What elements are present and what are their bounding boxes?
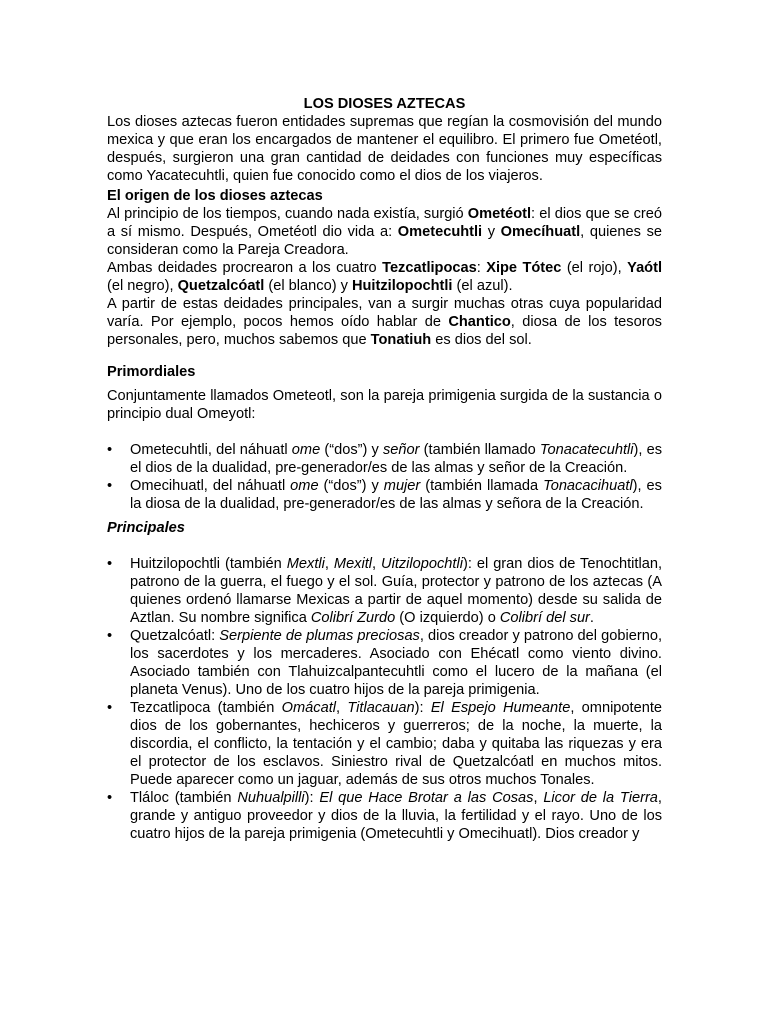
document-title: LOS DIOSES AZTECAS <box>303 96 466 112</box>
deity-name: Tezcatlipocas <box>382 260 477 276</box>
deity-name: Huitzilopochtli <box>351 278 453 294</box>
principales-heading: Principales <box>107 520 185 536</box>
document-page <box>107 95 662 843</box>
list-item: • Tláloc (también Nuhualpilli): El que Hace Brotar a las Cosas, Licor de la Tierra, grande y antiguo proveedor y dios de la lluvia, la fertilidad y el rayo. Uno de los cuatro hijos de la pareja primigenia (Ometecuhtli y Omecihuatl). Dios creador y <box>107 789 662 843</box>
blank-line <box>107 537 662 555</box>
deity-name: Ometéotl <box>467 206 532 222</box>
deity-name: Xipe Tótec <box>486 260 562 276</box>
origin-paragraph-3: A partir de estas deidades principales, van a surgir muchas otras cuya popularidad varía. Por ejemplo, pocos hemos oído hablar de Chantico, diosa de los tesoros personales, pero, muchos sabemos que Tonatiuh es dios del sol. <box>107 296 662 348</box>
origin-heading: El origen de los dioses aztecas <box>107 188 323 204</box>
list-item: • Omecihuatl, del náhuatl ome (“dos”) y mujer (también llamada Tonacacihuatl), es la diosa de la dualidad, pre-generador/es de las almas y señora de la Creación. <box>107 477 662 513</box>
list-item: • Tezcatlipoca (también Omácatl, Titlacauan): El Espejo Humeante, omnipotente dios de los gobernantes, hechiceros y guerreros; de la noche, la muerte, la discordia, el conflicto, la tentación y el cambio; daba y quitaba las riquezas y era el protector de los esclavos. Siniestro rival de Quetzalcóatl en muchos mitos. Puede aparecer como un jaguar, además de sus otros muchos Tonales. <box>107 699 662 789</box>
list-item: • Ometecuhtli, del náhuatl ome (“dos”) y señor (también llamado Tonacatecuhtli), es el dios de la dualidad, pre-generador/es de las almas y señor de la Creación. <box>107 441 662 477</box>
primordiales-intro: Conjuntamente llamados Ometeotl, son la pareja primigenia surgida de la sustancia o principio dual Omeyotl: <box>107 388 662 422</box>
blank-line <box>107 423 662 441</box>
deity-name: Chantico <box>448 314 511 330</box>
deity-name: Tonatiuh <box>370 332 432 348</box>
primordiales-list <box>107 441 662 513</box>
deity-name: Quetzalcóatl <box>177 278 265 294</box>
principales-list <box>107 555 662 843</box>
list-item: • Quetzalcóatl: Serpiente de plumas preciosas, dios creador y patrono del gobierno, los sacerdotes y los mercaderes. Asociado con Ehécatl como viento divino. Asociado también con Tlahuizcalpantecuhtli como el lucero de la mañana (el planeta Venus). Uno de los cuatro hijos de la pareja primigenia. <box>107 627 662 699</box>
origin-paragraph-2: Ambas deidades procrearon a los cuatro Tezcatlipocas: Xipe Tótec (el rojo), Yaótl (el negro), Quetzalcóatl (el blanco) y Huitzilopochtli (el azul). <box>107 260 663 294</box>
intro-paragraph: Los dioses aztecas fueron entidades supremas que regían la cosmovisión del mundo mexica y que eran los encargados de mantener el equilibro. El primero fue Ometéotl, después, surgieron una gran cantidad de deidades con funciones muy específicas como Yacatecuhtli, quien fue conocido como el dios de los viajeros. <box>107 114 662 184</box>
deity-name: Yaótl <box>627 260 663 276</box>
deity-name: Omecíhuatl <box>500 224 581 240</box>
list-item: • Huitzilopochtli (también Mextli, Mexitl, Uitzilopochtli): el gran dios de Tenochtitlan, patrono de la guerra, el fuego y el sol. Guía, protector y patrono de los aztecas (A quienes ordenó llamarse Mexicas a partir de aquel momento) desde su salida de Aztlan. Su nombre significa Colibrí Zurdo (O izquierdo) o Colibrí del sur. <box>107 555 662 627</box>
origin-paragraph-1: Al principio de los tiempos, cuando nada existía, surgió Ometéotl: el dios que se creó a sí mismo. Después, Ometéotl dio vida a: Ometecuhtli y Omecíhuatl, quienes se consideran como la Pareja Creadora. <box>107 206 662 258</box>
deity-name: Ometecuhtli <box>397 224 483 240</box>
primordiales-heading: Primordiales <box>107 364 196 380</box>
